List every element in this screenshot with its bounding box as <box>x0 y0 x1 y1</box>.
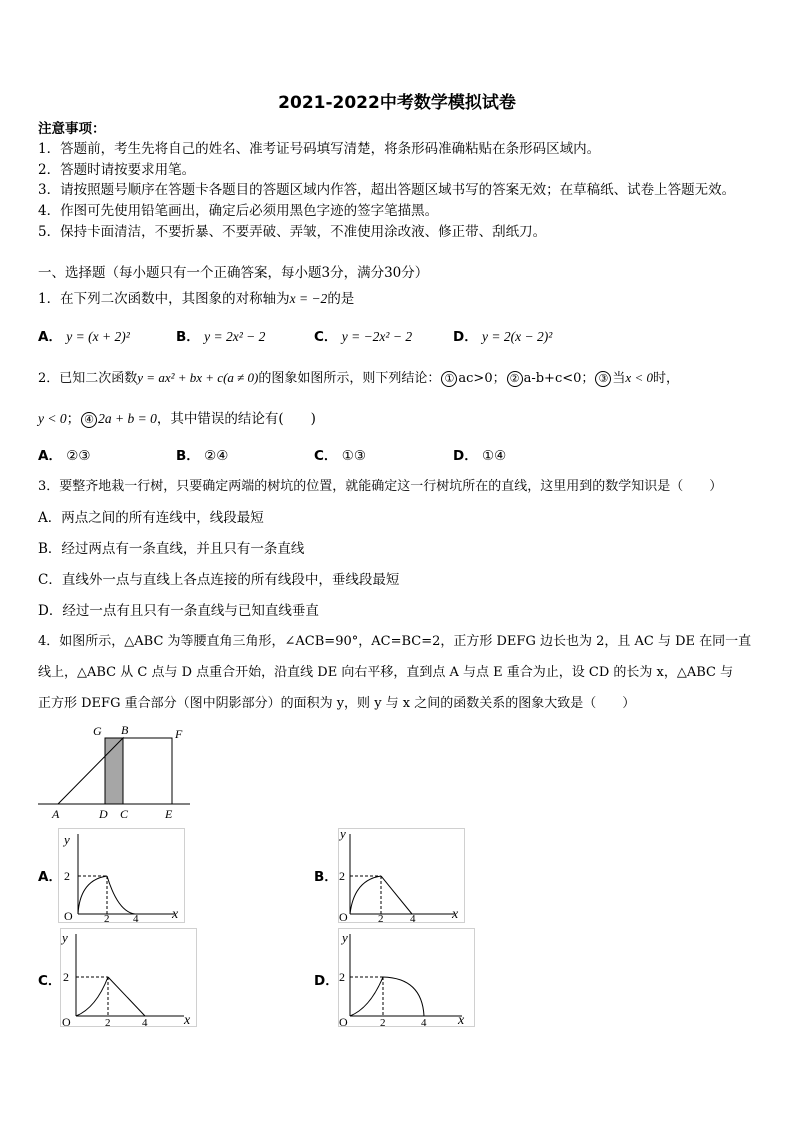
y-axis-label: y <box>62 930 68 945</box>
circle-3: ③ <box>595 371 611 387</box>
q1-option-c <box>314 328 412 346</box>
label-f: F <box>175 727 183 741</box>
circle-4: ④ <box>81 412 97 428</box>
q1-option-text: y = 2(x − 2)² <box>482 329 553 344</box>
page-title: 2021-2022中考数学模拟试卷 <box>278 93 516 113</box>
q2-c2-text: a-b+c<0； <box>523 371 595 386</box>
q4-option-c-label <box>38 972 61 990</box>
curve-rise <box>76 977 108 1016</box>
q4-stem-line1: 4．如图所示，△ABC 为等腰直角三角形，∠ACB=90°，AC=BC=2，正方形 DEFG 边长也为 2，且 AC 与 DE 在同一直 <box>38 634 752 649</box>
q1-option-d <box>453 328 552 346</box>
q2-line2-sep: ； <box>66 411 81 427</box>
label-b: B <box>121 724 129 737</box>
tick-y-label: 2 <box>339 869 345 883</box>
shaded-overlap <box>105 738 123 804</box>
tick-x1-label: 2 <box>104 913 110 924</box>
y-axis-label: y <box>342 930 348 945</box>
q2-option-d <box>453 447 506 465</box>
origin-label: O <box>339 910 348 924</box>
q1-option-label: D． <box>453 329 478 345</box>
graph-frame <box>339 929 475 1027</box>
q2-option-text: ②④ <box>204 448 229 464</box>
q1-stem <box>38 290 354 308</box>
q4-stem-line3: 正方形 DEFG 重合部分（图中阴影部分）的面积为 y，则 y 与 x 之间的函数关系的图象大致是（ ） <box>38 696 636 711</box>
tick-x2-label: 4 <box>133 913 139 924</box>
label-c: C <box>120 807 129 821</box>
tick-x1-label: 2 <box>380 1017 386 1028</box>
q2-option-text: ①③ <box>341 448 366 464</box>
q1-option-text: y = 2x² − 2 <box>204 329 266 344</box>
q4-option-d-label <box>314 972 339 990</box>
tick-y-label: 2 <box>64 869 70 883</box>
label-g: G <box>93 724 102 738</box>
label-a: A <box>52 807 60 821</box>
q2-option-c <box>314 447 366 465</box>
label-e: E <box>165 807 173 821</box>
q1-option-text: y = (x + 2)² <box>66 329 130 344</box>
q2-c3-text: 当 <box>612 371 626 386</box>
q1-option-label: B． <box>176 329 200 345</box>
q2-option-a <box>38 447 90 465</box>
q3-option-b: B．经过两点有一条直线，并且只有一条直线 <box>38 541 305 557</box>
curve-rise <box>350 977 383 1016</box>
q1-option-a <box>38 328 130 346</box>
q2-c1-text: ac>0； <box>458 371 506 386</box>
q4-option-b-label <box>314 868 338 886</box>
q1-stem-prefix: 1．在下列二次函数中，其图象的对称轴为 <box>38 291 290 307</box>
y-axis-label: y <box>340 828 346 841</box>
q2-stem-prefix: 2．已知二次函数 <box>38 371 138 386</box>
q2-stem-line2 <box>38 410 316 428</box>
notice-item-1: 1．答题前，考生先将自己的姓名、准考证号码填写清楚，将条形码准确粘贴在条形码区域内。 <box>38 141 601 157</box>
q2-option-label: B． <box>176 448 200 464</box>
tick-x2-label: 4 <box>142 1017 148 1028</box>
q3-stem: 3．要整齐地栽一行树，只要确定两端的树坑的位置，就能确定这一行树坑所在的直线，这里用到的数学知识是（ ） <box>38 479 723 494</box>
q2-stem-mid: 的图象如图所示，则下列结论： <box>258 371 441 386</box>
q4-graph-c <box>60 928 198 1028</box>
origin-label: O <box>64 909 73 923</box>
q2-c3-suffix: 时， <box>652 371 679 386</box>
y-axis-label: y <box>64 832 70 847</box>
q2-stem-math: y = ax² + bx + c(a ≠ 0) <box>137 370 259 385</box>
option-label: B． <box>314 869 338 885</box>
q3-option-d: D．经过一点有且只有一条直线与已知直线垂直 <box>38 603 319 619</box>
tick-x1-label: 2 <box>378 913 384 924</box>
curve-rise <box>78 876 107 914</box>
tick-y-label: 2 <box>339 970 345 984</box>
tick-x1-label: 2 <box>105 1017 111 1028</box>
notice-heading: 注意事项： <box>38 121 106 137</box>
q1-option-text: y = −2x² − 2 <box>341 329 413 344</box>
curve-fall <box>383 977 424 1016</box>
curve-fall <box>107 876 135 914</box>
q3-option-c: C．直线外一点与直线上各点连接的所有线段中，垂线段最短 <box>38 572 400 588</box>
origin-label: O <box>62 1015 71 1028</box>
line-fall <box>108 977 145 1016</box>
notice-item-4: 4．作图可先使用铅笔画出，确定后必须用黑色字迹的签字笔描黑。 <box>38 203 439 219</box>
q4-graph-a <box>58 828 186 924</box>
tick-x2-label: 4 <box>421 1017 427 1028</box>
notice-item-5: 5．保持卡面清洁，不要折暴、不要弄破、弄皱，不准使用涂改液、修正带、刮纸刀。 <box>38 224 547 240</box>
origin-label: O <box>339 1015 348 1028</box>
label-d: D <box>99 807 108 821</box>
q2-c4-math: 2a + b = 0 <box>98 411 157 426</box>
option-label: C． <box>38 973 62 989</box>
q2-line2-suffix: ，其中错误的结论有( ) <box>156 411 316 427</box>
q4-figure <box>36 724 192 824</box>
tick-x2-label: 4 <box>410 913 416 924</box>
circle-2: ② <box>507 371 523 387</box>
graph-frame <box>59 829 185 923</box>
q2-line2-math: y < 0 <box>38 411 67 426</box>
x-axis-label: x <box>452 907 459 922</box>
q4-graph-d <box>338 928 476 1028</box>
x-axis-label: x <box>458 1013 465 1028</box>
section-heading: 一、选择题（每小题只有一个正确答案，每小题3分，满分30分） <box>38 265 429 281</box>
q2-option-b <box>176 447 228 465</box>
x-axis-label: x <box>172 907 179 922</box>
x-axis-label: x <box>184 1013 191 1028</box>
notice-item-3: 3．请按照题号顺序在答题卡各题目的答题区域内作答，超出答题区域书写的答案无效；在草稿纸、试卷上答题无效。 <box>38 182 736 198</box>
q2-option-text: ②③ <box>66 448 91 464</box>
option-label: A． <box>38 869 62 885</box>
q2-stem-line1 <box>38 369 679 388</box>
line-fall <box>381 876 412 914</box>
q2-option-label: A． <box>38 448 62 464</box>
q2-option-label: D． <box>453 448 478 464</box>
q2-option-text: ①④ <box>482 448 507 464</box>
q4-stem-line2: 线上，△ABC 从 C 点与 D 点重合开始，沿直线 DE 向右平移，直到点 A 与点 E 重合为止，设 CD 的长为 x，△ABC 与 <box>38 665 734 680</box>
q1-option-label: C． <box>314 329 338 345</box>
q1-option-label: A． <box>38 329 62 345</box>
q2-option-label: C． <box>314 448 338 464</box>
option-label: D． <box>314 973 339 989</box>
graph-frame <box>61 929 197 1027</box>
tick-y-label: 2 <box>63 970 69 984</box>
q2-c3-math: x < 0 <box>625 370 653 385</box>
q1-stem-suffix: 的是 <box>327 291 355 307</box>
q1-option-b <box>176 328 265 346</box>
q4-graph-b <box>338 828 466 924</box>
q1-stem-math: x = −2 <box>289 291 328 306</box>
circle-1: ① <box>441 371 457 387</box>
notice-item-2: 2．答题时请按要求用笔。 <box>38 162 196 178</box>
q3-option-a: A．两点之间的所有连线中，线段最短 <box>38 510 264 526</box>
curve-rise <box>350 876 381 914</box>
